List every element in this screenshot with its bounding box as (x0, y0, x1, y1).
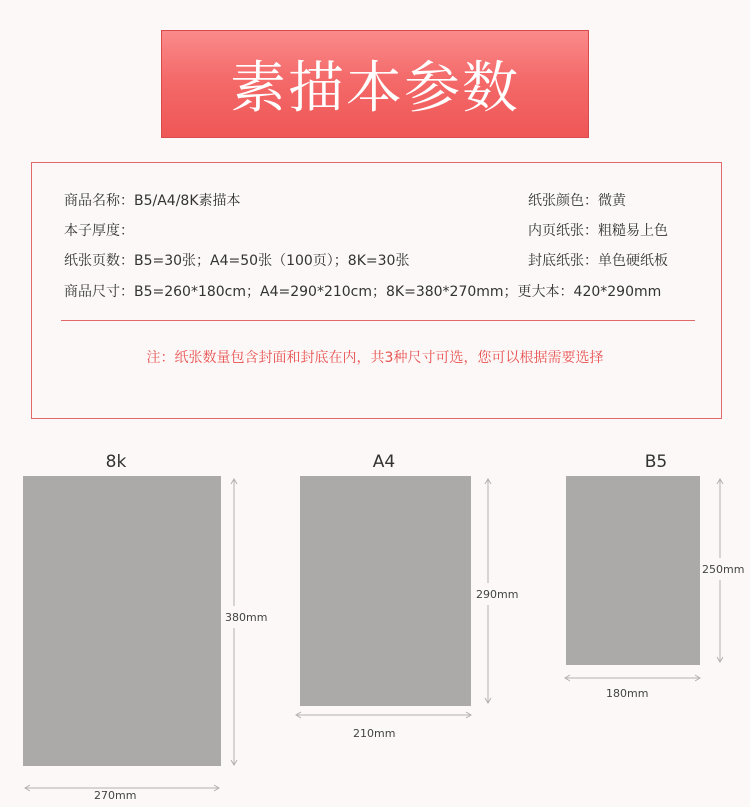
width-label-a4: 210mm (353, 727, 396, 740)
page-count: 纸张页数：B5=30张；A4=50张（100页）；8K=30张 (64, 253, 410, 269)
product-name: 商品名称：B5/A4/8K素描本 (64, 193, 241, 209)
product-dimensions: 商品尺寸：B5=260*180cm；A4=290*210cm；8K=380*270mm；更大本：420*290mm (64, 284, 662, 300)
size-label-a4: A4 (372, 452, 396, 472)
size-label-8k: 8k (105, 452, 127, 472)
height-label-8k: 380mm (225, 611, 268, 624)
size-label-b5: B5 (644, 452, 668, 472)
thickness: 本子厚度： (64, 223, 134, 239)
height-label-a4: 290mm (476, 588, 519, 601)
paper-color: 纸张颜色：微黄 (528, 193, 626, 209)
width-label-8k: 270mm (94, 789, 137, 802)
page-title: 素描本参数 (230, 56, 520, 121)
cover-paper: 封底纸张：单色硬纸板 (528, 253, 668, 269)
selection-note: 注：纸张数量包含封面和封底在内，共3种尺寸可选，您可以根据需要选择 (146, 350, 604, 366)
height-label-b5: 250mm (702, 563, 745, 576)
width-label-b5: 180mm (606, 687, 649, 700)
inner-paper: 内页纸张：粗糙易上色 (528, 223, 668, 239)
